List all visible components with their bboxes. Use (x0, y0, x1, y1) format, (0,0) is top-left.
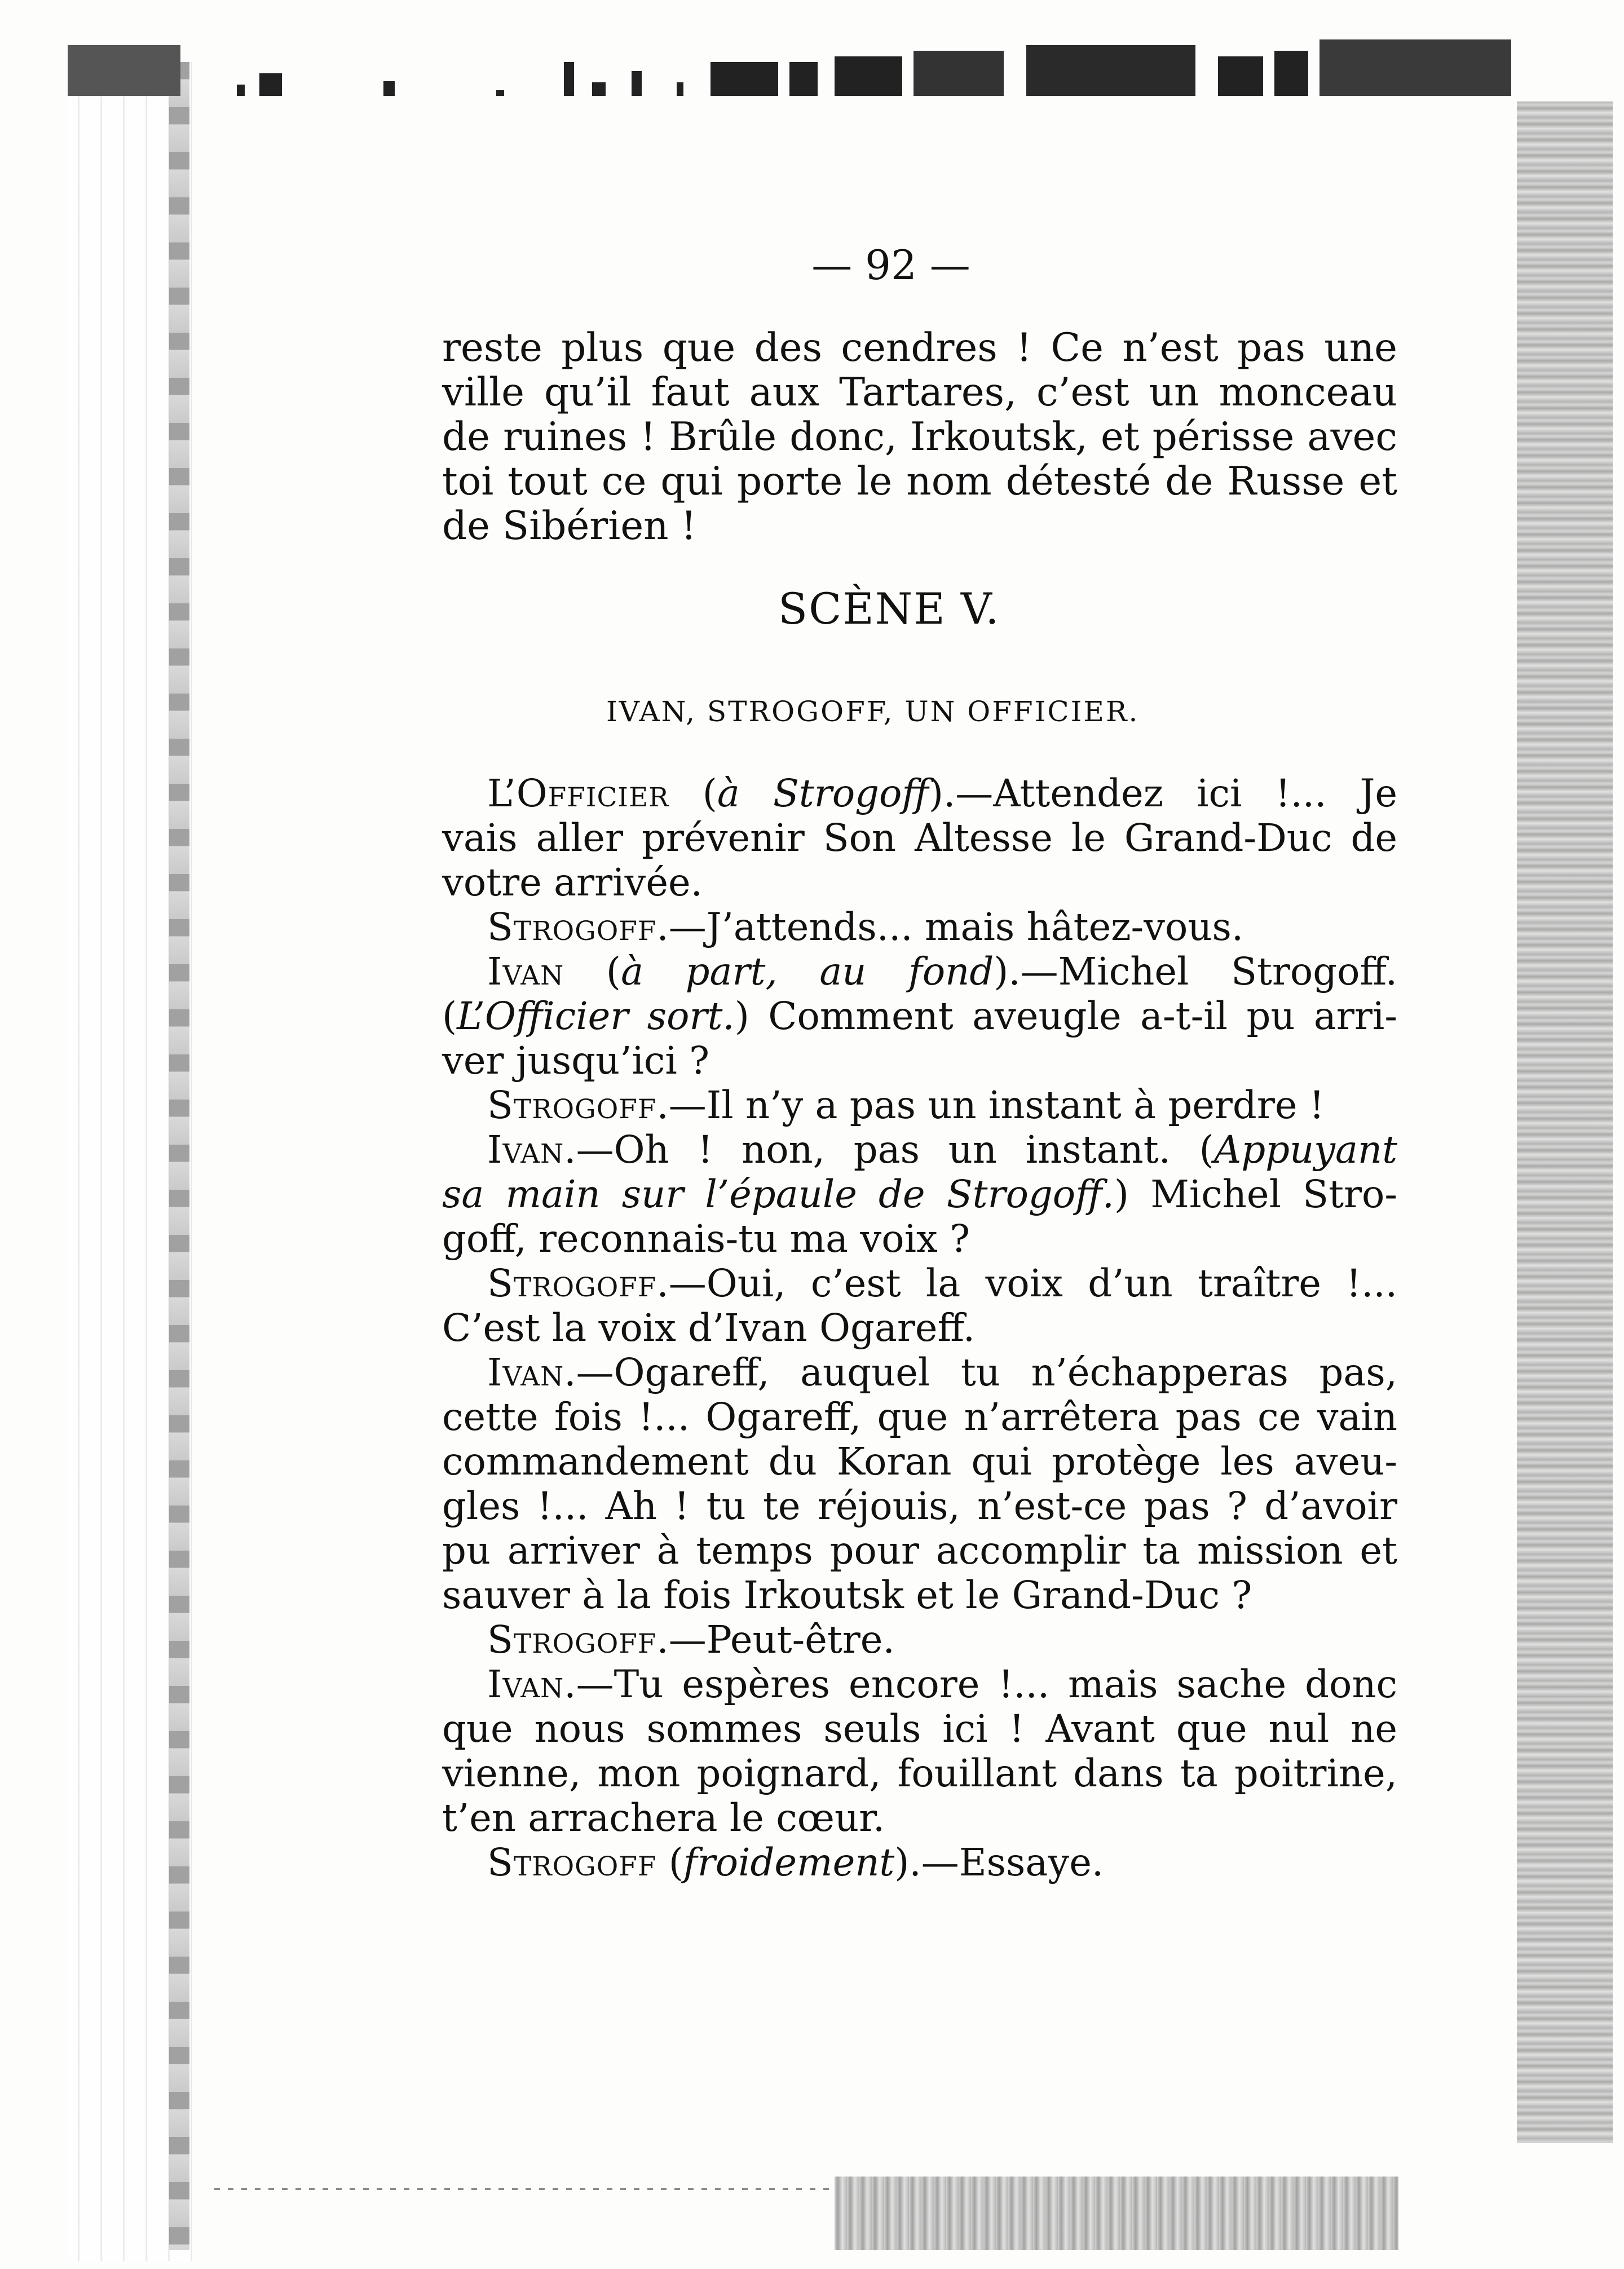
text-line: de Sibérien ! (442, 504, 697, 549)
dialogue-line: vienne, mon poignard, fouillant dans ta poitrine, (442, 1751, 1397, 1795)
speaker-name: Strogoff (487, 1840, 657, 1884)
stage-direction: à part, au fond (621, 950, 994, 994)
dialogue-line (442, 905, 1397, 950)
speaker-name: Strogoff (487, 905, 657, 949)
text-line: de ruines ! Brûle donc, Irkoutsk, et périsse avec (442, 414, 1397, 460)
page-number: — 92 — (811, 241, 970, 289)
dialogue-line: C’est la voix d’Ivan Ogareff. (442, 1306, 976, 1350)
text-line: reste plus que des cendres ! Ce n’est pas une (442, 325, 1397, 370)
lead-paragraph (442, 326, 1397, 549)
dialogue-line: goff, reconnais-tu ma voix ? (442, 1217, 970, 1261)
scan-bottom-edge (835, 2177, 1398, 2250)
text-fragment: ).—Attendez ici !... Je (928, 771, 1397, 815)
text-fragment: .—Peut-être. (656, 1618, 895, 1662)
text-fragment: ) Michel Stro- (1114, 1172, 1397, 1216)
dialogue-line (442, 1083, 1397, 1128)
scan-right-edge (1517, 101, 1613, 2143)
dialogue-line: pu arriver à temps pour accomplir ta mission et (442, 1529, 1397, 1573)
text-fragment: ( (669, 771, 717, 815)
speaker-name: Strogoff (487, 1261, 657, 1305)
text-fragment: ( (656, 1840, 683, 1884)
dialogue (442, 771, 1397, 1885)
scan-left-binding (169, 62, 189, 2250)
dialogue-line (442, 950, 1397, 994)
dialogue-line: sauver à la fois Irkoutsk et le Grand-Duc ? (442, 1573, 1252, 1617)
dialogue-line: que nous sommes seuls ici ! Avant que nul ne (442, 1707, 1397, 1751)
stage-direction: Appuyant (1213, 1128, 1397, 1172)
text-fragment: ).—Michel Strogoff. (994, 950, 1397, 994)
text-fragment: .—Ogareff, auquel tu n’échapperas pas, (564, 1350, 1397, 1394)
dialogue-line (442, 1618, 1397, 1662)
dialogue-line (442, 1350, 1397, 1395)
stage-direction: à Strogoff (717, 771, 929, 815)
dialogue-line: votre arrivée. (442, 860, 703, 904)
scene-heading: SCÈNE V. (778, 584, 1000, 634)
scan-top-edge (68, 23, 1511, 96)
speaker-name: Ivan (487, 1128, 564, 1172)
cast-list: IVAN, STROGOFF, UN OFFICIER. (606, 695, 1140, 728)
text-fragment: ).—Essaye. (894, 1840, 1104, 1884)
stage-direction: sa main sur l’épaule de Strogoff. (442, 1172, 1114, 1216)
text-fragment: .—Il n’y a pas un instant à perdre ! (656, 1083, 1325, 1127)
text-line: toi tout ce qui porte le nom détesté de Russe et (442, 459, 1397, 504)
text-fragment: ( (442, 994, 457, 1038)
speaker-name: Ivan (487, 950, 564, 994)
dialogue-line: ver jusqu’ici ? (442, 1039, 710, 1083)
text-fragment: ( (564, 950, 621, 994)
text-fragment: .—J’attends... mais hâtez-vous. (656, 905, 1244, 949)
speaker-name: L’Officier (487, 771, 669, 815)
scan-bottom-line (214, 2188, 835, 2190)
speaker-name: Ivan (487, 1350, 564, 1394)
speaker-name: Ivan (487, 1662, 564, 1706)
text-fragment: .—Oui, c’est la voix d’un traître !... (656, 1261, 1397, 1305)
text-line: ville qu’il faut aux Tartares, c’est un monceau (442, 370, 1397, 415)
dialogue-line: vais aller prévenir Son Altesse le Grand-Duc de (442, 816, 1397, 860)
text-fragment: ) Comment aveugle a-t-il pu arri- (734, 994, 1397, 1038)
stage-direction: L’Officier sort. (457, 994, 735, 1038)
dialogue-line (442, 1261, 1397, 1306)
dialogue-line (442, 1128, 1397, 1172)
dialogue-line: commandement du Koran qui protège les aveu- (442, 1440, 1397, 1484)
dialogue-line: gles !... Ah ! tu te réjouis, n’est-ce pas ? d’avoir (442, 1484, 1397, 1528)
dialogue-line (442, 771, 1397, 816)
speaker-name: Strogoff (487, 1083, 657, 1127)
dialogue-line: t’en arrachera le cœur. (442, 1796, 885, 1840)
speaker-name: Strogoff (487, 1618, 657, 1662)
text-fragment: .—Oh ! non, pas un instant. ( (564, 1128, 1214, 1172)
dialogue-line (442, 1172, 1397, 1217)
text-fragment: .—Tu espères encore !... mais sache donc (564, 1662, 1397, 1706)
dialogue-line (442, 994, 1397, 1039)
dialogue-line (442, 1662, 1397, 1707)
stage-direction: froidement (683, 1840, 895, 1884)
dialogue-line: cette fois !... Ogareff, que n’arrêtera pas ce vain (442, 1395, 1397, 1439)
dialogue-line (442, 1840, 1397, 1885)
